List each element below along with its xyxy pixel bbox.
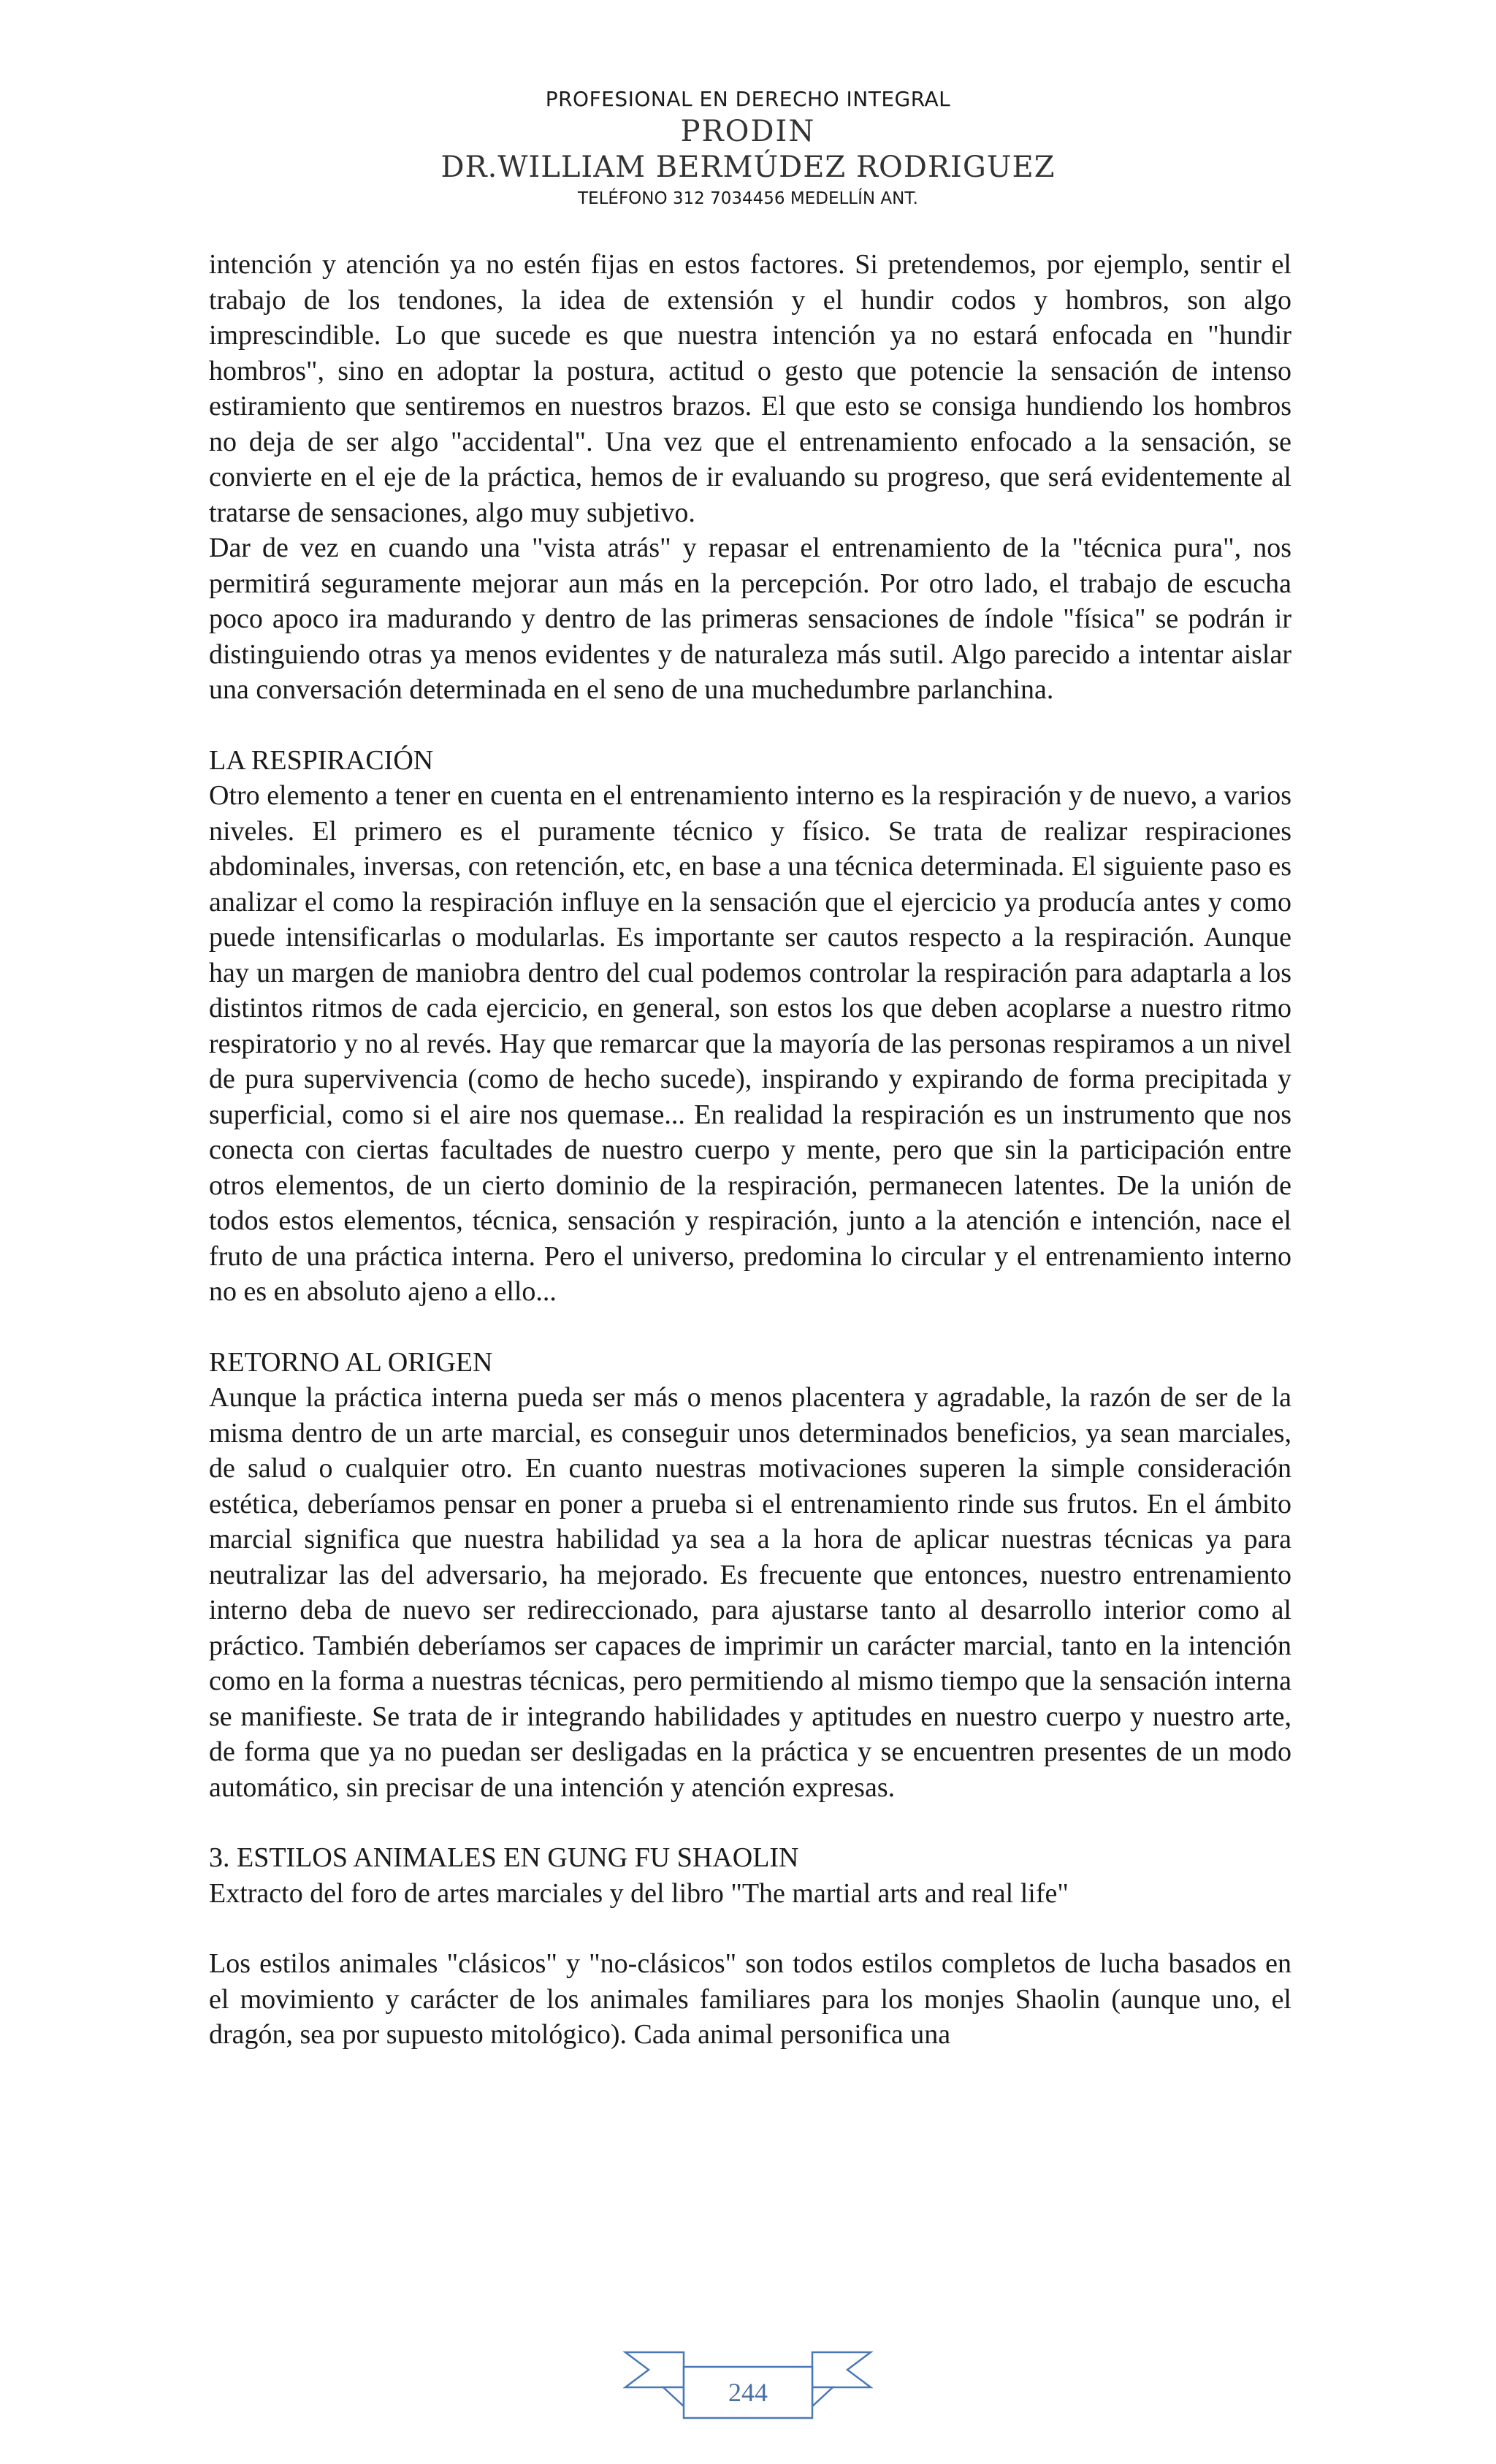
paragraph: intención y atención ya no estén fijas en estos factores. Si pretendemos, por ejemplo, sentir el trabajo de los tendones, la idea de extensión y el hundir codos y hombros, son algo imprescindible. Lo que sucede es que nuestra intención ya no estará enfocada en "hundir hombros", sino en adoptar la postura, actitud o gesto que potencie la sensación de intenso estiramiento que sentiremos en nuestros brazos. El que esto se consiga hundiendo los hombros no deja de ser algo "accidental". Una vez que el entrenamiento enfocado a la sensación, se convierte en el eje de la práctica, hemos de ir evaluando su progreso, que será evidentemente al tratarse de sensaciones, algo muy subjetivo. [209,249,1291,528]
page-number-ribbon [622,2345,874,2425]
letterhead-line-1: PROFESIONAL EN DERECHO INTEGRAL [545,87,951,111]
letterhead [0,85,1496,212]
body-text [209,247,1291,2053]
paragraph: Otro elemento a tener en cuenta en el entrenamiento interno es la respiración y de nuevo, a varios niveles. El primero es el puramente técnico y físico. Se trata de realizar respiraciones abdominales, inversas, con retención, etc, en base a una técnica determinada. El siguiente paso es analizar el como la respiración influye en la sensación que el ejercicio ya producía antes y como puede intensificarlas o modularlas. Es importante ser cautos respecto a la respiración. Aunque hay un margen de maniobra dentro del cual podemos controlar la respiración para adaptarla a los distintos ritmos de cada ejercicio, en general, son estos los que deben acoplarse a nuestro ritmo respiratorio y no al revés. Hay que remarcar que la mayoría de las personas respiramos a un nivel de pura supervivencia (como de hecho sucede), inspirando y expirando de forma precipitada y superficial, como si el aire nos quemase... En realidad la respiración es un instrumento que nos conecta con ciertas facultades de nuestro cuerpo y mente, pero que sin la participación entre otros elementos, de un cierto dominio de la respiración, permanecen latentes. De la unión de todos estos elementos, técnica, sensación y respiración, junto a la atención e intención, nace el fruto de una práctica interna. Pero el universo, predomina lo circular y el entrenamiento interno no es en absoluto ajeno a ello... [209,780,1291,1307]
section-heading: 3. ESTILOS ANIMALES EN GUNG FU SHAOLIN [209,1842,799,1873]
letterhead-line-2: PRODIN [680,115,816,148]
letterhead-line-3: DR.WILLIAM BERMÚDEZ RODRIGUEZ [440,150,1056,184]
section-heading: LA RESPIRACIÓN [209,744,434,776]
letterhead-line-4: TELÉFONO 312 7034456 MEDELLÍN ANT. [578,189,918,208]
paragraph: Extracto del foro de artes marciales y del libro "The martial arts and real life" [209,1877,1069,1909]
section-heading: RETORNO AL ORIGEN [209,1346,493,1378]
paragraph: Los estilos animales "clásicos" y "no-clásicos" son todos estilos completos de lucha basados en el movimiento y carácter de los animales familiares para los monjes Shaolin (aunque uno, el dragón, sea por supuesto mitológico). Cada animal personifica una [209,1948,1291,2050]
paragraph: Aunque la práctica interna pueda ser más o menos placentera y agradable, la razón de ser de la misma dentro de un arte marcial, es conseguir unos determinados beneficios, ya sean marciales, de salud o cualquier otro. En cuanto nuestras motivaciones superen la simple consideración estética, deberíamos pensar en poner a prueba si el entrenamiento rinde sus frutos. En el ámbito marcial significa que nuestra habilidad ya sea a la hora de aplicar nuestras técnicas ya para neutralizar las del adversario, ha mejorado. Es frecuente que entonces, nuestro entrenamiento interno deba de nuevo ser redireccionado, para ajustarse tanto al desarrollo interior como al práctico. También deberíamos ser capaces de imprimir un carácter marcial, tanto en la intención como en la forma a nuestras técnicas, pero permitiendo al mismo tiempo que la sensación interna se manifieste. Se trata de ir integrando habilidades y aptitudes en nuestro cuerpo y nuestro arte, de forma que ya no puedan ser desligadas en la práctica y se encuentren presentes de un modo automático, sin precisar de una intención y atención expresas. [209,1382,1291,1803]
paragraph: Dar de vez en cuando una "vista atrás" y repasar el entrenamiento de la "técnica pura", nos permitirá seguramente mejorar aun más en la percepción. Por otro lado, el trabajo de escucha poco apoco ira madurando y dentro de las primeras sensaciones de índole "física" se podrán ir distinguiendo otras ya menos evidentes y de naturaleza más sutil. Algo parecido a intentar aislar una conversación determinada en el seno de una muchedumbre parlanchina. [209,533,1291,705]
page-number: 244 [728,2378,768,2407]
